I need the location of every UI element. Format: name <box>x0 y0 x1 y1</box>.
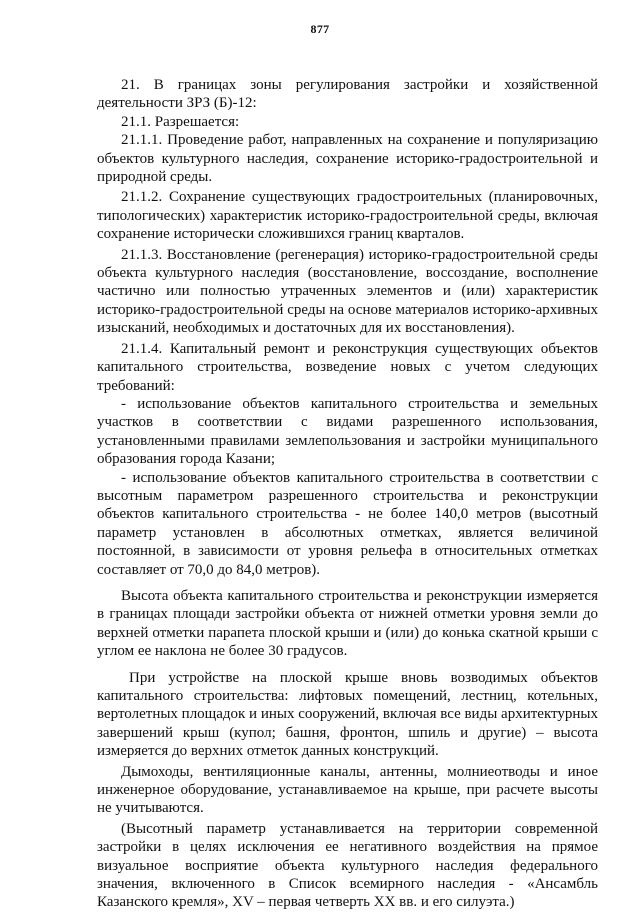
paragraph-engineering-equipment: Дымоходы, вентиляционные каналы, антенны, молниеотводы и иное инженерное оборудование, устанавливаемое на крыше, при расчете высоты не учитываются. <box>97 763 598 817</box>
page-number: 877 <box>310 22 330 36</box>
paragraph-requirement-land-use: - использование объектов капитального строительства и земельных участков в соответствии с видами разрешенного использования, установленными правилами землепользования и застройки муниципального образования города Казани; <box>97 395 598 468</box>
paragraph-zone-heading: 21. В границах зоны регулирования застройки и хозяйственной деятельности ЗРЗ (Б)-12: <box>97 77 598 112</box>
document-body <box>97 76 598 912</box>
paragraph-21-1-2: 21.1.2. Сохранение существующих градостроительных (планировочных, типологических) характеристик историко-градостроительной среды, включая сохранение исторически сложившихся границ кварталов. <box>97 189 598 243</box>
paragraph-height-parameter-note: (Высотный параметр устанавливается на территории современной застройки в целях исключения ее негативного воздействия на прямое визуальное восприятие объекта культурного наследия федерального значения, включенного в Список всемирного наследия - «Ансамбль Казанского кремля», XV – первая четверть XX вв. и его силуэта.) <box>97 820 598 911</box>
paragraph-roof-structures: При устройстве на плоской крыше вновь возводимых объектов капитального строительства: лифтовых помещений, лестниц, котельных, вертолетных площадок и иных сооружений, включая все виды архитектурных завершений крыш (купол; башня, фронтон, шпиль и другие) – высота измеряется до верхних отметок данных конструкций. <box>97 669 598 760</box>
paragraph-requirement-height: - использование объектов капитального строительства в соответствии с высотным параметром разрешенного строительства и реконструкции объектов капитального строительства - не более 140,0 метров (высотный параметр установлен в абсолютных отметках, является величиной постоянной, в зависимости от уровня рельефа в относительных отметках составляет от 70,0 до 84,0 метров). <box>97 469 598 578</box>
paragraph-21-1-4: 21.1.4. Капитальный ремонт и реконструкция существующих объектов капитального строительства, возведение новых с учетом следующих требований: <box>97 340 598 394</box>
paragraph-height-measurement: Высота объекта капитального строительства и реконструкции измеряется в границах площади застройки объекта от нижней отметки уровня земли до верхней отметки парапета плоской крыши и (или) до конька скатной крыши с углом ее наклона не более 30 градусов. <box>97 587 598 660</box>
paragraph-allowed-heading: 21.1. Разрешается: <box>121 113 240 130</box>
paragraph-21-1-1: 21.1.1. Проведение работ, направленных на сохранение и популяризацию объектов культурного наследия, сохранение историко-градостроительной и природной среды. <box>97 132 598 186</box>
paragraph-21-1-3: 21.1.3. Восстановление (регенерация) историко-градостроительной среды объекта культурного наследия (восстановление, воссоздание, восполнение частично или полностью утраченных элементов и (или) характеристик историко-градостроительной среды на основе материалов историко-архивных изысканий, необходимых и достаточных для их восстановления). <box>97 246 598 337</box>
